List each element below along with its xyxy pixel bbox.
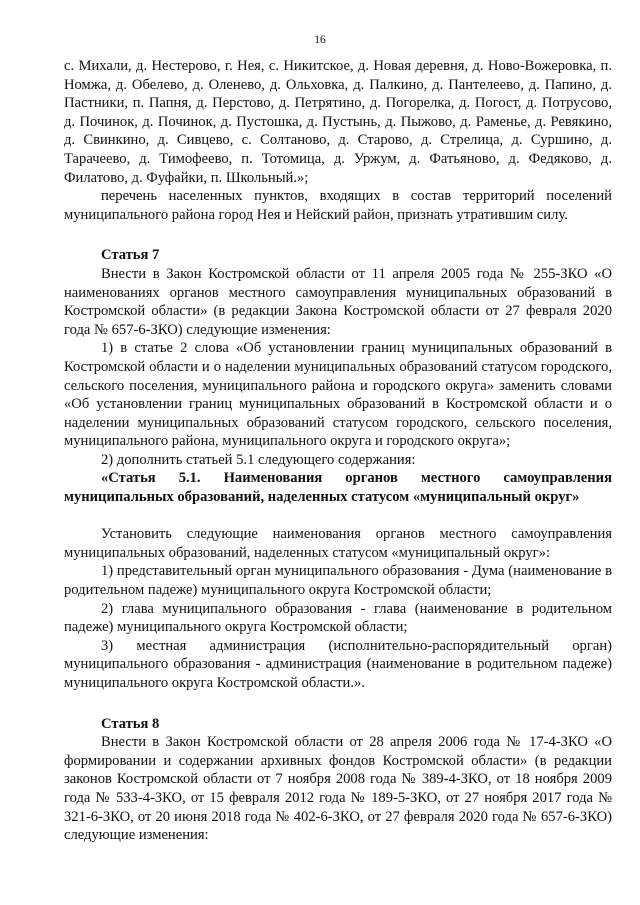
article-5-1-item-3: 3) местная администрация (исполнительно-распорядительный орган) муниципального образования - администрация (наименование в родительном падеже) муниципального округа Костромской области.». — [64, 637, 612, 691]
document-body — [64, 57, 612, 845]
article-7-intro: Внести в Закон Костромской области от 11 апреля 2005 года № 255-ЗКО «О наименованиях органов местного самоуправления муниципальных образований в Костромской области» (в редакции Закона Костромской области от 27 февраля 2020 года № 657-6-ЗКО) следующие изменения: — [64, 265, 612, 338]
settlement-list-paragraph: с. Михали, д. Нестерово, г. Нея, с. Никитское, д. Новая деревня, д. Ново-Вожеровка, п. Номжа, д. Обелево, д. Оленево, д. Ольховка, д. Палкино, д. Пантелеево, д. Папино, д. Пастники, п. Папня, д. Перстово, д. Петрятино, д. Погорелка, д. Погост, д. Потрусово, д. Починок, д. Починок, д. Пустошка, д. Пустынь, д. Пыжово, д. Раменье, д. Ревякино, д. Свинкино, д. Сивцево, с. Солтаново, д. Старово, д. Стрелица, д. Суршино, д. Тарачеево, д. Тимофеево, п. Тотомица, д. Уржум, д. Фатьяново, д. Федяково, д. Филатово, д. Фуфайки, п. Школьный.»; — [64, 58, 612, 186]
page-number: 16 — [314, 34, 326, 46]
article-5-1-intro: Установить следующие наименования органов местного самоуправления муниципальных образований, наделенных статусом «муниципальный округ»: — [64, 526, 612, 561]
article-7-item-1: 1) в статье 2 слова «Об установлении границ муниципальных образований в Костромской области и о наделении муниципальных образований статусом городского, сельского поселения, муниципального района и городского округа» заменить словами «Об установлении границ муниципальных образований в Костромской области и о наделении муниципальных образований статусом городского, сельского поселения, муниципального района, муниципального округа и городского округа»; — [64, 340, 612, 450]
invalidation-paragraph: перечень населенных пунктов, входящих в состав территорий поселений муниципального района город Нея и Нейский район, признать утратившим силу. — [64, 188, 612, 223]
article-5-1-item-1: 1) представительный орган муниципального образования - Дума (наименование в родительном падеже) муниципального округа Костромской области; — [64, 563, 612, 599]
article-8-heading: Статья 8 — [101, 715, 160, 732]
article-8-intro: Внести в Закон Костромской области от 28 апреля 2006 года № 17-4-ЗКО «О формировании и содержании архивных фондов Костромской области» (в редакции законов Костромской области от 7 ноября 2008 года № 389-4-ЗКО, от 18 ноября 2009 года № 533-4-ЗКО, от 15 февраля 2012 года № 189-5-ЗКО, от 27 ноября 2017 года № 321-6-ЗКО, от 20 июня 2018 года № 402-6-ЗКО, от 27 февраля 2020 года № 657-6-ЗКО) следующие изменения: — [64, 734, 612, 844]
article-5-1-title: «Статья 5.1. Наименования органов местного самоуправления муниципальных образований, наделенных статусом «муниципальный округ» — [64, 470, 612, 506]
article-7-heading: Статья 7 — [101, 247, 160, 264]
article-7-item-2: 2) дополнить статьей 5.1 следующего содержания: — [101, 451, 416, 468]
article-5-1-item-2: 2) глава муниципального образования - глава (наименование в родительном падеже) муниципального округа Костромской области; — [64, 600, 612, 636]
